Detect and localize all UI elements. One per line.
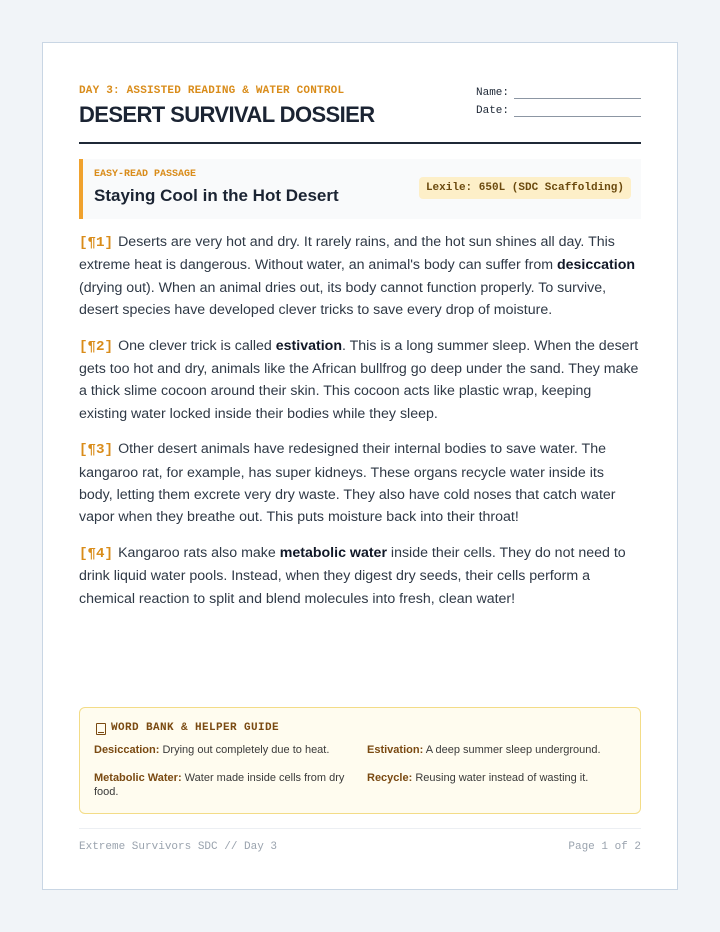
book-icon [96,723,106,735]
dossier-header [79,83,641,144]
word-bank-item-metabolic-water [94,771,352,799]
date-label: Date: [476,105,510,117]
footer-course-label: Extreme Survivors SDC // Day 3 [79,841,278,853]
page-footer [79,828,641,852]
word-bank-panel [79,707,641,814]
keyword: estivation [275,337,342,354]
passage-banner [79,159,641,219]
page-title: DESERT SURVIVAL DOSSIER [79,102,375,127]
passage-title: Staying Cool in the Hot Desert [94,186,339,205]
paragraph-2: [¶2] One clever trick is called estivation. This is a long summer sleep. When the desert gets too hot and dry, animals like the African bullfrog go deep under the sand. They make a thick slime cocoon around their skin. This cocoon acts like plastic wrap, keeping existing water locked inside their bodies while they sleep. [79,337,639,422]
word-bank-term: Metabolic Water: [94,772,182,784]
word-bank-definition: Reusing water instead of wasting it. [415,772,589,784]
day-kicker: DAY 3: ASSISTED READING & WATER CONTROL [79,85,345,97]
word-bank-term: Recycle: [367,772,413,784]
paragraph-1: [¶1] Deserts are very hot and dry. It rarely rains, and the hot sun shines all day. This extreme heat is dangerous. Without water, an animal's body can suffer from desiccation (drying out). When an animal dries out, its body cannot function properly. To survive, desert species have developed clever tricks to save every drop of moisture. [79,234,636,318]
word-bank-definition: Water made inside cells from dry food. [94,772,345,798]
word-bank-title: WORD BANK & HELPER GUIDE [111,722,280,734]
date-field[interactable] [476,105,641,119]
paragraph-number: [¶1] [79,235,114,251]
word-bank-term: Desiccation: [94,744,160,756]
word-bank-term: Estivation: [367,744,424,756]
passage-kicker: EASY-READ PASSAGE [94,169,197,180]
word-bank-item-recycle [367,771,625,785]
paragraph-3: [¶3] Other desert animals have redesigned their internal bodies to save water. The kangaroo rat, for example, has super kidneys. These organs recycle water inside its body, letting them excrete very dry waste. They also have cold noses that catch water vapor when they breathe out. This puts moisture back into their throat! [79,441,616,526]
worksheet-page [42,42,678,890]
reading-passage [79,231,641,623]
page-number: Page 1 of 2 [568,841,641,853]
word-bank-item-estivation [367,743,625,757]
word-bank-definition: A deep summer sleep underground. [425,744,601,756]
paragraph-number: [¶3] [79,442,114,459]
date-blank-line[interactable] [514,116,641,117]
name-field[interactable] [476,87,641,101]
word-bank-item-desiccation [94,743,352,757]
keyword: desiccation [556,257,636,274]
name-blank-line[interactable] [514,98,641,99]
paragraph-number: [¶4] [79,546,114,563]
paragraph-number: [¶2] [79,338,114,355]
word-bank-definition: Drying out completely due to heat. [162,744,330,756]
keyword: metabolic water [279,545,387,562]
name-label: Name: [476,87,510,99]
paragraph-4: [¶4] Kangaroo rats also make metabolic water inside their cells. They do not need to drink liquid water pools. Instead, when they digest dry seeds, their cells perform a chemical reaction to split and blend molecules into fresh, clean water! [79,545,626,607]
lexile-badge: Lexile: 650L (SDC Scaffolding) [419,177,631,199]
